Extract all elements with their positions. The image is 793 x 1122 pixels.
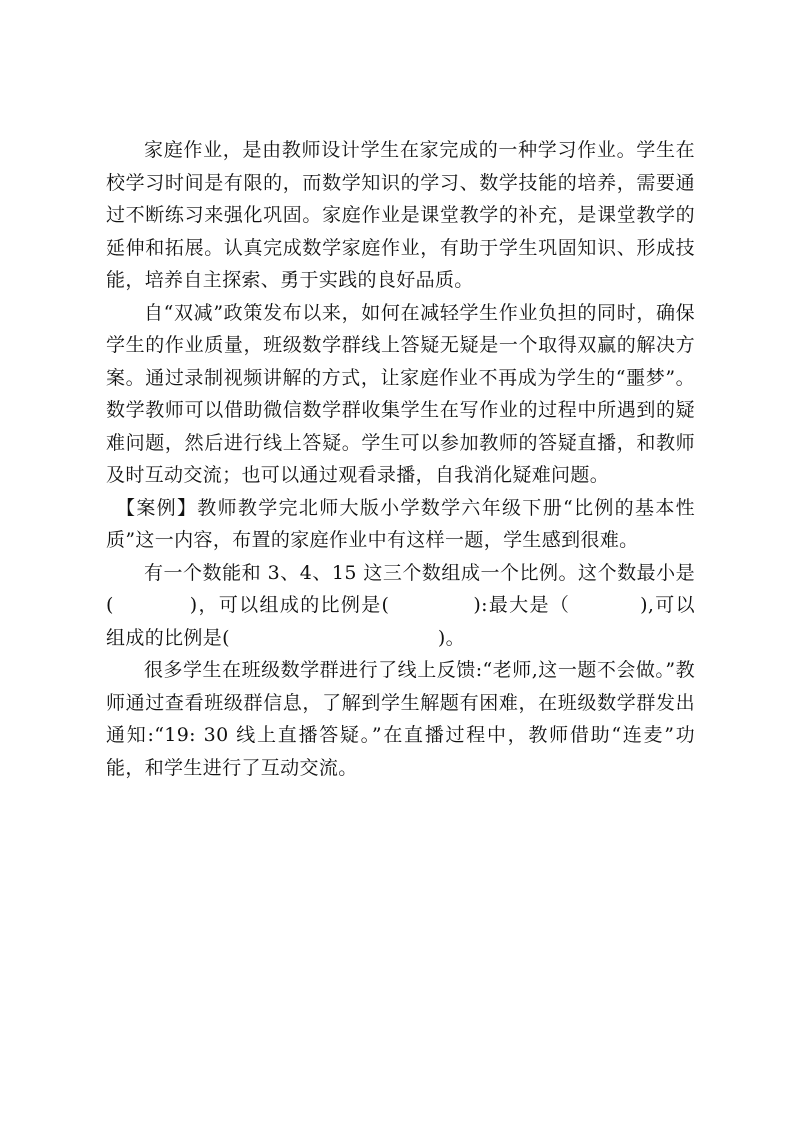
exercise-text-2: )，可以组成的比例是( [189,594,390,616]
exercise-text-1: 有一个数能和 3、4、15 这三个数组成一个比例。这个数最小是( [106,561,695,616]
document-body [106,134,695,784]
exercise-text-4: ),可以组成的比例是( [106,594,695,649]
exercise-text-3: ):最大是（ [473,594,571,616]
paragraph-exercise [106,557,695,655]
exercise-text-5: )。 [437,626,465,649]
paragraph-case: 【案例】教师教学完北师大版小学数学六年级下册“比例的基本性质”这一内容，布置的家庭作业中有这样一题，学生感到很难。 [106,496,695,551]
paragraph-homework-intro: 家庭作业，是由教师设计学生在家完成的一种学习作业。学生在校学习时间是有限的，而数学知识的学习、数学技能的培养，需要通过不断练习来强化巩固。家庭作业是课堂教学的补充，是课堂教学的延伸和拓展。认真完成数学家庭作业，有助于学生巩固知识、形成技能，培养自主探索、勇于实践的良好品质。 [106,139,695,291]
paragraph-double-reduction: 自“双减”政策发布以来，如何在减轻学生作业负担的同时，确保学生的作业质量，班级数学群线上答疑无疑是一个取得双赢的解决方案。通过录制视频讲解的方式，让家庭作业不再成为学生的“噩梦”。数学教师可以借助微信数学群收集学生在写作业的过程中所遇到的疑难问题，然后进行线上答疑。学生可以参加教师的答疑直播，和教师及时互动交流；也可以通过观看录播，自我消化疑难问题。 [106,301,695,486]
paragraph-live-answer: 很多学生在班级数学群进行了线上反馈:“老师,这一题不会做。”教师通过查看班级群信息，了解到学生解题有困难，在班级数学群发出通知:“19: 30 线上直播答疑。”在直播过程中，教师借助“连麦”功能，和学生进行了互动交流。 [106,659,695,779]
